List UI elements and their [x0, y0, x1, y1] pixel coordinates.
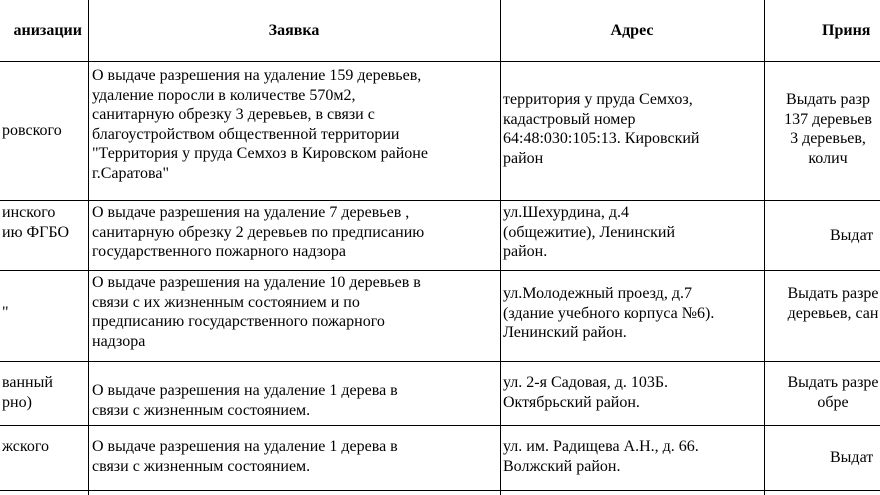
header-accepted: Приня [822, 22, 871, 39]
column-divider [764, 0, 765, 495]
row-divider [0, 200, 880, 201]
row5-org: жского [2, 438, 49, 455]
header-org: анизации [13, 22, 82, 39]
row5-request: О выдаче разрешения на удаление 1 дерева в связи с жизненным состоянием. [92, 438, 398, 475]
column-divider [88, 0, 89, 495]
row4-accepted: Выдать разре обре [787, 374, 879, 411]
row4-org: ванный рно) [2, 374, 53, 411]
row2-org: инского ию ФГБО [2, 204, 70, 241]
row1-request: О выдаче разрешения на удаление 159 деревьев, удаление поросли в количестве 570м2, санитарную обрезку 3 деревьев, в связи с благоустройством общественной территории "Территория у пруда Семхоз в Кировском районе г.Саратова" [92, 67, 428, 182]
column-divider [500, 0, 501, 495]
row4-request: О выдаче разрешения на удаление 1 дерева в связи с жизненным состоянием. [92, 382, 398, 419]
row1-accepted: Выдать разр 137 деревьев 3 деревьев, колич [784, 91, 872, 167]
row2-request: О выдаче разрешения на удаление 7 деревьев , санитарную обрезку 2 деревьев по предписанию государственного пожарного надзора [92, 204, 425, 260]
row1-address: территория у пруда Семхоз, кадастровый номер 64:48:030:105:13. Кировский район [503, 91, 700, 167]
row-divider [0, 270, 880, 271]
row2-accepted: Выдат [830, 227, 874, 244]
row5-address: ул. им. Радищева А.Н., д. 66. Волжский район. [503, 438, 699, 475]
row-divider [0, 361, 880, 362]
row5-accepted: Выдат [830, 449, 874, 466]
row1-org: ровского [2, 122, 62, 139]
row-divider [0, 61, 880, 62]
row-divider [0, 490, 880, 491]
header-address: Адрес [610, 22, 654, 39]
row3-org: " [2, 304, 9, 321]
row-divider [0, 425, 880, 426]
row3-address: ул.Молодежный проезд, д.7 (здание учебного корпуса №6). Ленинский район. [503, 285, 715, 341]
row3-accepted: Выдать разре деревьев, сан [787, 285, 879, 322]
row3-request: О выдаче разрешения на удаление 10 деревьев в связи с их жизненным состоянием и по предписанию государственного пожарного надзора [92, 274, 421, 350]
row2-address: ул.Шехурдина, д.4 (общежитие), Ленинский район. [503, 204, 676, 260]
row4-address: ул. 2-я Садовая, д. 103Б. Октябрьский район. [503, 374, 669, 411]
header-request: Заявка [268, 22, 320, 39]
